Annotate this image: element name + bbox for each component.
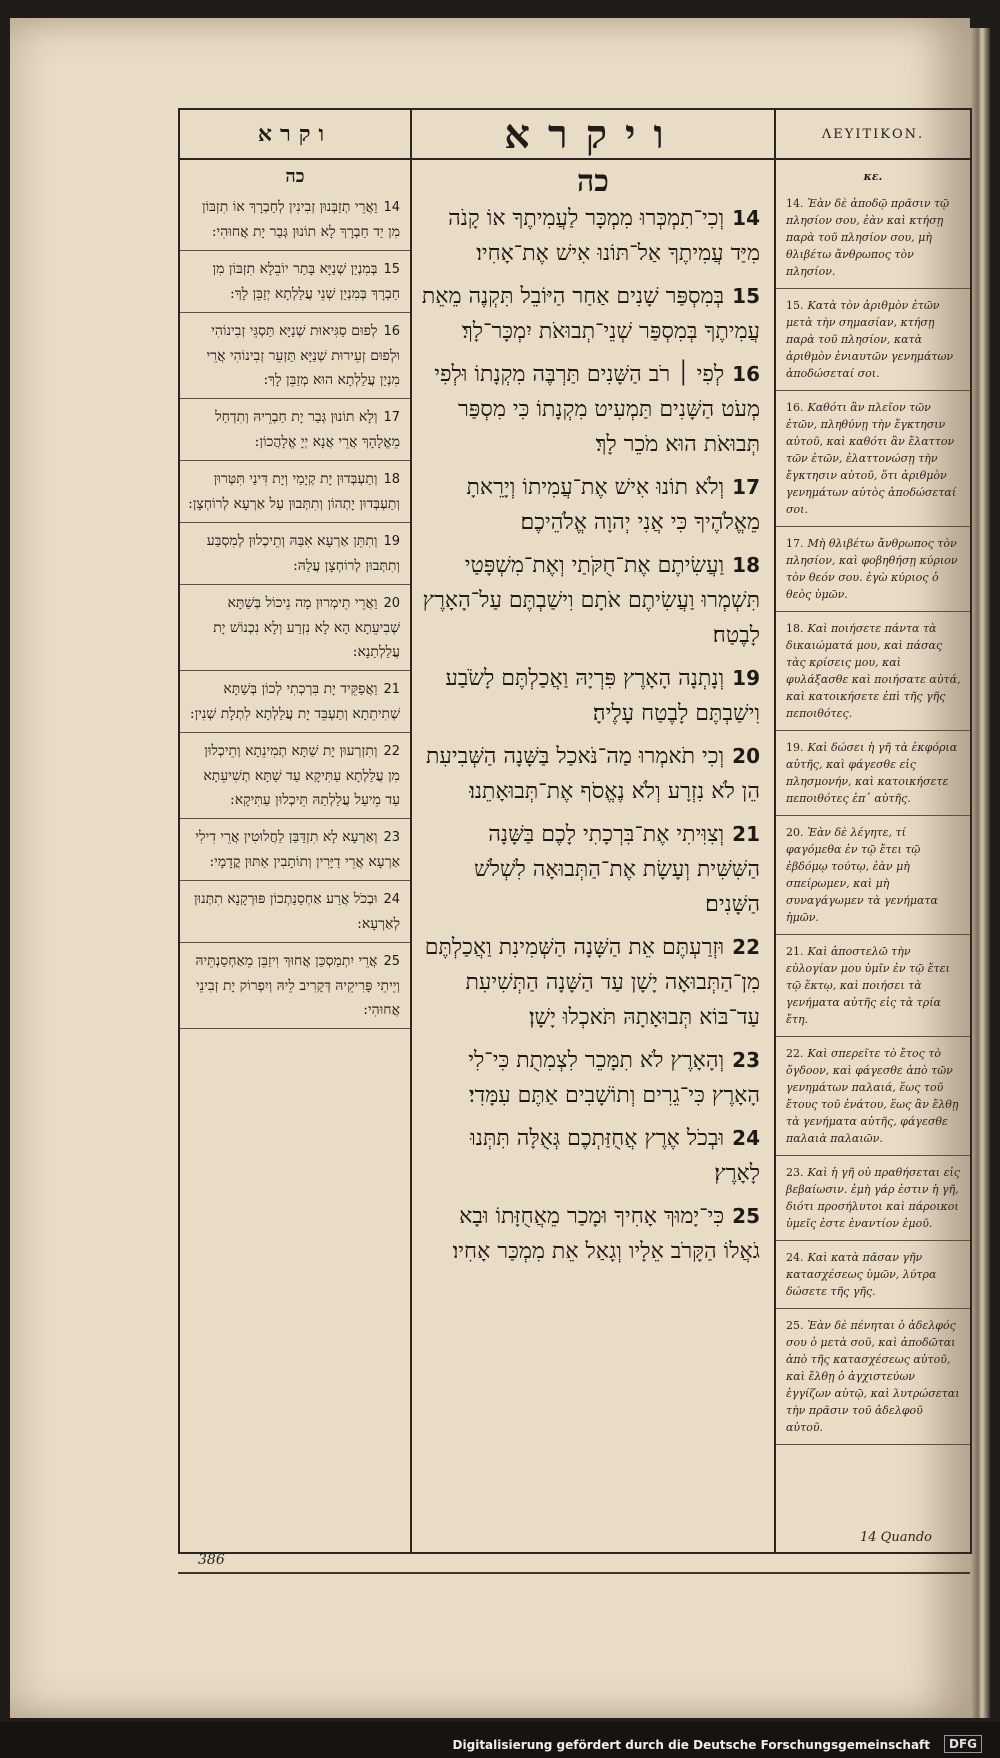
targum-header: וקרא (180, 110, 410, 160)
verse-number: 15 (383, 262, 400, 277)
verse (180, 733, 410, 819)
verse-number: 18 (732, 553, 760, 577)
verse-number: 21. (786, 945, 804, 958)
verse (412, 659, 774, 737)
verse-text: וּבְכֹל אֲרַע אַחְסַנַתְכוֹן פּוּרְקָנָא תִתְּנוּן לְאַרְעָא: (193, 891, 400, 932)
verse (776, 1309, 970, 1445)
verse-number: 20 (383, 596, 400, 611)
verse (412, 355, 774, 468)
verse-text: לְפִי ׀ רֹב הַשָּׁנִים תַּרְבֶּה מִקְנָתוֹ וּלְפִי מְעֹט הַשָּׁנִים תַּמְעִיט מִקְנָתוֹ כִּי מִסְפַּר תְּבוּאֹת הוּא מֹכֵר לָךְ׃ (434, 362, 760, 457)
hebrew-chapter-number: כה (577, 164, 609, 199)
verse (776, 816, 970, 935)
verse (412, 1119, 774, 1197)
verse (776, 731, 970, 816)
verse-text: וְנָתְנָה הָאָרֶץ פִּרְיָהּ וַאֲכַלְתֶּם לָשֹׂבַע וִישַׁבְתֶּם לָבֶטַח עָלֶיהָ׃ (445, 666, 760, 726)
verse-text: וְאַרְעָא לָא תִזְדַּבַּן לַחֲלוּטִין אֲרֵי דִילִי אַרְעָא אֲרֵי דַיָּרִין וְתוֹתָבִין אַתּוּן קֳדָמָי: (195, 829, 400, 870)
verse (776, 289, 970, 391)
hebrew-verse-list (412, 199, 774, 1275)
verse-text: וְתַעְבְּדוּן יָת קְיָמַי וְיָת דִּינַי תִּטְּרוּן וְתַעְבְּדוּן יָתְהוֹן וְתִתְּבוּן עַל אַרְעָא לְרוֹחְצָן: (188, 471, 400, 512)
page-edge (970, 28, 990, 1718)
verse (180, 819, 410, 881)
verse-number: 19 (732, 666, 760, 690)
greek-column (776, 110, 970, 1552)
verse-text: וּזְרַעְתֶּם אֵת הַשָּׁנָה הַשְּׁמִינִת וַאֲכַלְתֶּם מִן־הַתְּבוּאָה יָשָׁן עַד הַשָּׁנָה הַתְּשִׁיעִת עַד־בּוֹא תְּבוּאָתָהּ תֹּאכְלוּ יָשָׁן׃ (424, 935, 760, 1030)
verse-text: Ἐὰν δὲ πένηται ὁ ἀδελφός σου ὁ μετὰ σοῦ, καὶ ἀποδῶται ἀπὸ τῆς κατασχέσεως αὐτοῦ, καὶ ἔλθῃ ὁ ἀγχιστεύων ἐγγίζων αὐτῷ, καὶ λυτρώσεται τὴν πρᾶσιν τοῦ ἀδελφοῦ αὐτοῦ. (786, 1319, 960, 1434)
verse (180, 881, 410, 943)
verse-text: Καὶ δώσει ἡ γῆ τὰ ἐκφόρια αὐτῆς, καὶ φάγεσθε εἰς πλησμονήν, καὶ κατοικήσετε πεποιθότες ἐπ᾽ αὐτῆς. (786, 741, 958, 805)
verse-text: Μὴ θλιβέτω ἄνθρωπος τὸν πλησίον, καὶ φοβηθήσῃ κύριον τὸν θεόν σου. ἐγὼ κύριος ὁ θεὸς ὑμῶν. (786, 537, 958, 601)
verse (412, 277, 774, 355)
verse-text: Καθότι ἂν πλεῖον τῶν ἐτῶν, πληθύνῃ τὴν ἔγκτησιν αὐτοῦ, καὶ καθότι ἂν ἔλαττον τῶν ἐτῶν, ἐλαττονώσῃ τὴν ἔγκτησιν αὐτοῦ, ὅτι ἀριθμὸν γενημάτων αὐτὸς ἀποδώσεταί σοι. (786, 401, 957, 516)
verse-number: 23 (732, 1048, 760, 1072)
verse-text: Καὶ κατὰ πᾶσαν γῆν κατασχέσεως ὑμῶν, λύτρα δώσετε τῆς γῆς. (786, 1251, 937, 1298)
verse-number: 18. (786, 622, 804, 635)
verse (180, 461, 410, 523)
verse (412, 199, 774, 277)
verse-text: לְפוּם סַגִּיאוּת שְׁנַיָּא תַּסְגֵּי זְבִינוֹהִי וּלְפוּם זְעֵירוּת שְׁנַיָּא תַּזְעֵר זְבִינוֹהִי אֲרֵי מִנְיַן עֲלַלְתָא הוּא מְזַבֵּן לָךְ: (206, 323, 400, 388)
verse (776, 391, 970, 527)
digitization-note: Digitalisierung gefördert durch die Deutsche Forschungsgemeinschaft (452, 1738, 930, 1752)
verse-number: 21 (383, 682, 400, 697)
verse (180, 943, 410, 1029)
verse (180, 585, 410, 671)
verse-number: 17. (786, 537, 804, 550)
verse-text: וְתִזְרְעוּן יָת שַׁתָּא תְמִינֵתָא וְתֵיכְלוּן מִן עֲלַלְתָא עַתִּיקָא עַד שַׁתָּא תְשִׁיעֵתָא עַד מֵיעַל עֲלַלְתַהּ תֵּיכְלוּן עַתִּיקָא: (203, 743, 400, 808)
verse (776, 1241, 970, 1309)
verse-text: וּבְכֹל אֶרֶץ אֲחֻזַּתְכֶם גְּאֻלָּה תִּתְּנוּ לָאָרֶץ׃ (470, 1126, 760, 1186)
verse-number: 23. (786, 1166, 804, 1179)
verse-text: Καὶ ἡ γῆ οὐ πραθήσεται εἰς βεβαίωσιν. ἐμὴ γάρ ἐστιν ἡ γῆ, διότι προσήλυτοι καὶ πάροικοι ὑμεῖς ἐστε ἐναντίον ἐμοῦ. (786, 1166, 960, 1230)
verse (412, 815, 774, 928)
page-number: 386 (198, 1552, 225, 1568)
verse-number: 16 (383, 324, 400, 339)
text-frame (178, 108, 972, 1554)
bottom-rule (178, 1572, 970, 1574)
targum-column (180, 110, 412, 1552)
verse (776, 1156, 970, 1241)
hebrew-column (412, 110, 776, 1552)
verse-text: Κατὰ τὸν ἀριθμὸν ἐτῶν μετὰ τὴν σημασίαν, κτήσῃ παρὰ τοῦ πλησίον, κατὰ ἀριθμὸν ἐνιαυτῶν γενημάτων ἀποδώσεταί σοι. (786, 299, 954, 380)
verse-text: וְכִי תֹאמְרוּ מַה־נֹּאכַל בַּשָּׁנָה הַשְּׁבִיעִת הֵן לֹא נִזְרָע וְלֹא נֶאֱסֹף אֶת־תְּבוּאָתֵנוּ׃ (425, 744, 760, 804)
verse (776, 527, 970, 612)
verse (412, 928, 774, 1041)
targum-chapter-number: כה (285, 166, 305, 187)
verse-text: Καὶ ἀποστελῶ τὴν εὐλογίαν μου ὑμῖν ἐν τῷ ἔτει τῷ ἕκτῳ, καὶ ποιήσει τὰ γενήματα αὐτῆς εἰς τὰ τρία ἔτη. (786, 945, 950, 1026)
verse-number: 22 (383, 744, 400, 759)
verse-text: וְהָאָרֶץ לֹא תִמָּכֵר לִצְמִתֻת כִּי־לִי הָאָרֶץ כִּי־גֵרִים וְתוֹשָׁבִים אַתֶּם עִמָּדִי׃ (468, 1048, 760, 1108)
verse (180, 399, 410, 461)
verse-text: וְלָא תוֹנוּן גְּבַר יָת חַבְרֵיהּ וְתִדְחַל מֵאֱלָהָךְ אֲרֵי אֲנָא יְיָ אֱלָהֲכוֹן: (215, 409, 400, 450)
verse-number: 21 (732, 822, 760, 846)
verse (180, 523, 410, 585)
verse (180, 189, 410, 251)
verse-text: וְלֹא תוֹנוּ אִישׁ אֶת־עֲמִיתוֹ וְיָרֵאתָ מֵאֱלֹהֶיךָ כִּי אֲנִי יְהוָה אֱלֹהֵיכֶם׃ (466, 475, 760, 535)
verse-number: 19. (786, 741, 804, 754)
verse-number: 24. (786, 1251, 804, 1264)
verse-number: 25. (786, 1319, 804, 1332)
verse-number: 17 (383, 410, 400, 425)
verse-number: 14. (786, 197, 804, 210)
verse-text: וַאֲרֵי תֵימְרוּן מָה נֵיכוֹל בְּשַׁתָּא שְׁבִיעֵתָא הָא לָא נִזְרַע וְלָא נִכְנוֹשׁ יָת עֲלַלְתַנָא: (213, 595, 400, 660)
verse-number: 15 (732, 284, 760, 308)
verse-number: 25 (732, 1204, 760, 1228)
verse-text: וְצִוִּיתִי אֶת־בִּרְכָתִי לָכֶם בַּשָּׁנָה הַשִּׁשִּׁית וְעָשָׂת אֶת־הַתְּבוּאָה לִשְׁלֹשׁ הַשָּׁנִים׃ (474, 822, 760, 917)
verse (180, 251, 410, 313)
verse-text: Ἐὰν δὲ ἀποδῷ πρᾶσιν τῷ πλησίον σου, ἐὰν καὶ κτήσῃ παρὰ τοῦ πλησίον σου, μὴ θλιβέτω ἄνθρωπος τὸν πλησίον. (786, 197, 950, 278)
verse-number: 22. (786, 1047, 804, 1060)
verse-number: 24 (732, 1126, 760, 1150)
verse-number: 18 (383, 472, 400, 487)
greek-header: ΛΕΥΙΤΙΚΟΝ. (776, 110, 970, 160)
verse-text: Ἐὰν δὲ λέγητε, τί φαγόμεθα ἐν τῷ ἔτει τῷ ἑβδόμῳ τούτῳ, ἐὰν μὴ σπείρωμεν, καὶ μὴ συναγάγωμεν τὰ γενήματα ἡμῶν. (786, 826, 938, 924)
greek-chapter-number: κε. (863, 170, 883, 183)
verse-text: Καὶ ποιήσετε πάντα τὰ δικαιώματά μου, καὶ πάσας τὰς κρίσεις μου, καὶ φυλάξασθε καὶ ποιήσατε αὐτά, καὶ κατοικήσετε ἐπὶ τῆς γῆς πεποιθότες. (786, 622, 961, 720)
verse-number: 25 (383, 954, 400, 969)
verse-number: 20 (732, 744, 760, 768)
verse-text: וַעֲשִׂיתֶם אֶת־חֻקֹּתַי וְאֶת־מִשְׁפָּטַי תִּשְׁמְרוּ וַעֲשִׂיתֶם אֹתָם וִישַׁבְתֶּם עַל־הָאָרֶץ לָבֶטַח׃ (422, 553, 760, 648)
verse (776, 187, 970, 289)
verse-text: וַאֲרֵי תְזַבְּנוּן זְבִינִין לְחַבְרָךְ אוֹ תִזְבּוֹן מִן יַד חַבְרָךְ לָא תוֹנוּן גְּבַר יָת אֲחוּהִי: (202, 199, 400, 240)
verse (776, 935, 970, 1037)
verse (412, 737, 774, 815)
hebrew-header: ויקרא (412, 110, 774, 160)
targum-verse-list (180, 189, 410, 1029)
verse-number: 15. (786, 299, 804, 312)
verse (180, 313, 410, 399)
dfg-logo: DFG (944, 1735, 982, 1753)
verse (776, 1037, 970, 1156)
verse-number: 20. (786, 826, 804, 839)
verse-text: Καὶ σπερεῖτε τὸ ἔτος τὸ ὄγδοον, καὶ φάγεσθε ἀπὸ τῶν γενημάτων παλαιά, ἕως τοῦ ἔτους τοῦ ἐνάτου, ἕως ἂν ἔλθῃ τὰ γενήματα αὐτῆς, φάγεσθε παλαιὰ παλαιῶν. (786, 1047, 959, 1145)
verse-number: 16 (732, 362, 760, 386)
verse (776, 612, 970, 731)
verse (412, 546, 774, 659)
catchword: 14 Quando (860, 1530, 932, 1545)
verse (412, 1197, 774, 1275)
greek-verse-list (776, 187, 970, 1445)
verse-number: 14 (383, 200, 400, 215)
verse-text: וְתִתֵּן אַרְעָא אִבַּהּ וְתֵיכְלוּן לְמִסְבַּע וְתִתְּבוּן לְרוֹחְצָן עֲלַהּ: (206, 533, 400, 574)
verse-text: וַאֲפַקֵּיד יָת בִּרְכְתִי לְכוֹן בְּשַׁתָּא שְׁתִיתֵתָא וְתַעְבֵּד יָת עֲלַלְתָא לִתְלָת שְׁנִין: (189, 681, 400, 722)
verse (412, 1041, 774, 1119)
verse-text: בְּמִנְיַן שְׁנַיָּא בָּתַר יוֹבֵלָא תִזְבּוֹן מִן חַבְרָךְ בְּמִנְיַן שְׁנֵי עֲלַלְתָא יְזַבֵּן לָךְ: (212, 261, 400, 302)
verse-text: אֲרֵי יִתְמַסְכַּן אֲחוּךְ וִיזַבֵּן מֵאַחְסַנְתֵּיהּ וְיֵיתֵי פָּרִיקֵיהּ דְּקָרִיב לֵיהּ וְיִפְרוֹק יָת זְבִינֵי אֲחוּהִי: (195, 953, 400, 1018)
verse-number: 17 (732, 475, 760, 499)
verse-number: 24 (383, 892, 400, 907)
verse-number: 16. (786, 401, 804, 414)
verse-number: 14 (732, 206, 760, 230)
verse-number: 22 (732, 935, 760, 959)
verse (180, 671, 410, 733)
verse-text: וְכִי־תִמְכְּרוּ מִמְכָּר לַעֲמִיתֶךָ אוֹ קָנֹה מִיַּד עֲמִיתֶךָ אַל־תּוֹנוּ אִישׁ אֶת־אָחִיו׃ (448, 206, 760, 266)
verse (412, 468, 774, 546)
verse-text: בְּמִסְפַּר שָׁנִים אַחַר הַיּוֹבֵל תִּקְנֶה מֵאֵת עֲמִיתֶךָ בְּמִסְפַּר שְׁנֵי־תְבוּאֹת יִמְכָּר־לָךְ׃ (421, 284, 760, 344)
verse-number: 19 (383, 534, 400, 549)
verse-text: כִּי־יָמוּךְ אָחִיךָ וּמָכַר מֵאֲחֻזָּתוֹ וּבָא גֹאֲלוֹ הַקָּרֹב אֵלָיו וְגָאַל אֵת מִמְכַּר אָחִיו׃ (452, 1204, 760, 1264)
verse-number: 23 (383, 830, 400, 845)
